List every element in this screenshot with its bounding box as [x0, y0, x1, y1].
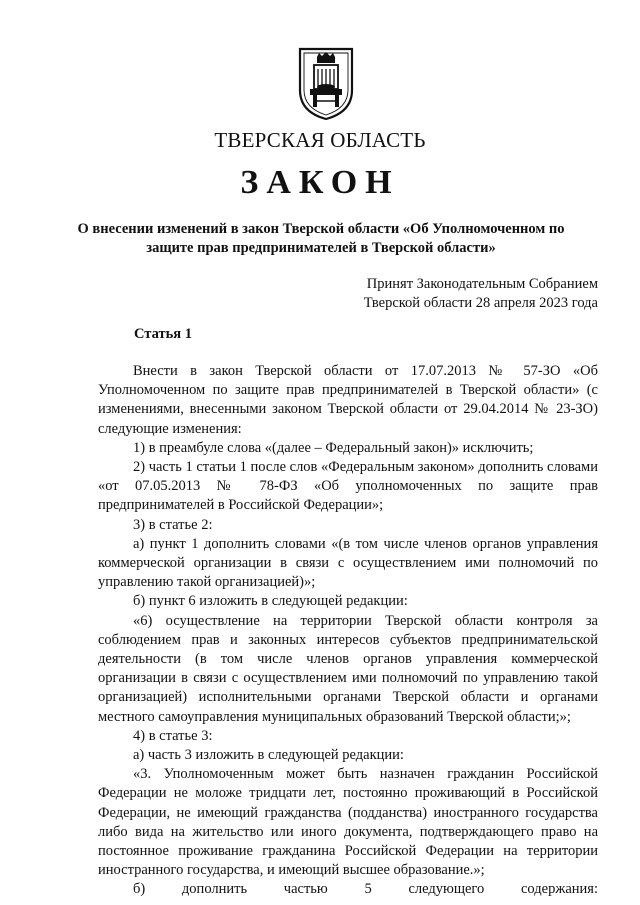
paragraph-item-3b: б) пункт 6 изложить в следующей редакции: — [133, 593, 408, 610]
paragraph-item-2: 2) часть 1 статьи 1 после слов «Федеральным законом» дополнить словами «от 07.05.2013 № 78-ФЗ «Об уполномоченных по защите прав предпринимателей в Российской Федерации»; — [98, 459, 598, 514]
paragraph-item-4: 4) в статье 3: — [133, 727, 213, 744]
paragraph-intro: Внести в закон Тверской области от 17.07.2013 № 57-ЗО «Об Уполномоченном по защите прав предпринимателей в Тверской области» (с изменениями, внесенными законом Тверской области от 29.04.2014 № 23-ЗО) следующие изменения: — [98, 363, 598, 437]
paragraph-item-4b: б) дополнить частью 5 следующего содержания: — [133, 881, 598, 898]
paragraph-item-1: 1) в преамбуле слова «(далее – Федеральный закон)» исключить; — [133, 439, 534, 456]
region-name: ТВЕРСКАЯ ОБЛАСТЬ — [214, 128, 426, 152]
adoption-note — [364, 275, 598, 313]
paragraph-quote-6: «6) осуществление на территории Тверской области контроля за соблюдением прав и законных интересов субъектов предпринимательской деятельности (в том числе членов органов управления коммерческой организации в связи с осуществлением ими полномочий по управлению такой организацией) исполнительными органами Тверской области и органами местного самоуправления муниципальных образований Тверской области;»; — [98, 612, 598, 725]
document-heading: ЗАКОН — [240, 164, 400, 201]
article-body — [98, 362, 598, 900]
article-heading: Статья 1 — [134, 326, 192, 342]
coat-of-arms-icon — [297, 46, 355, 122]
paragraph-quote-3: «3. Уполномоченным может быть назначен гражданин Российской Федерации не моложе тридцати лет, постоянно проживающий в Российской Федерации, не имеющий гражданства (подданства) иностранного государства либо вида на жительство или иного документа, подтверждающего право на постоянное проживание гражданина Российской Федерации на территории иностранного государства, и имеющий высшее образование.»; — [98, 766, 598, 879]
law-title: О внесении изменений в закон Тверской области «Об Уполномоченном по защите прав предпринимателей в Тверской области» — [77, 221, 565, 256]
adoption-line-1: Принят Законодательным Собранием — [366, 276, 598, 292]
paragraph-item-3a: а) пункт 1 дополнить словами «(в том числе членов органов управления коммерческой организации в связи с осуществлением ими полномочий по управлению такой организацией)»; — [98, 535, 598, 591]
paragraph-item-4a: а) часть 3 изложить в следующей редакции: — [133, 747, 404, 764]
paragraph-item-3: 3) в статье 2: — [133, 516, 213, 533]
adoption-line-2: Тверской области 28 апреля 2023 года — [363, 295, 598, 311]
